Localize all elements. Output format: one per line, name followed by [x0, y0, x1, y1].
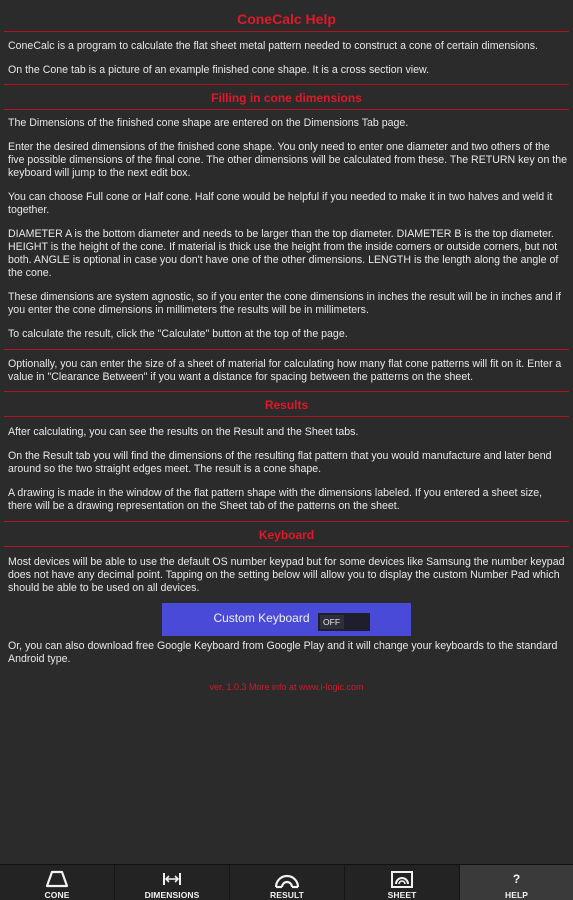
filling-paragraph-4: DIAMETER A is the bottom diameter and needs to be larger than the top diameter. DIAMETER B is the top diameter. HEIGHT is the height of the cone. If material is thick use the height from the inside corners or outside corners, but not both. ANGLE is optional in case you don't have one of the other dimensions. LENGTH is the length along the angle of the cone. — [8, 228, 559, 279]
intro-paragraph-2: On the Cone tab is a picture of an example finished cone shape. It is a cross section view. — [8, 64, 430, 76]
results-section-title: Results — [264, 398, 309, 412]
dimensions-icon — [161, 868, 183, 890]
help-icon: ? — [512, 872, 521, 886]
version-info: ver. 1.0.3 More info at www.i-logic.com — [209, 682, 364, 692]
section-divider — [4, 546, 569, 547]
filling-paragraph-3: You can choose Full cone or Half cone. Half cone would be helpful if you needed to make it in two halves and weld it together. — [8, 191, 553, 216]
keyboard-section-title: Keyboard — [258, 528, 315, 542]
title-divider — [4, 31, 569, 32]
bottom-tab-bar — [0, 864, 573, 900]
keyboard-after-paragraph: Or, you can also download free Google Keyboard from Google Play and it will change your keyboards to the standard Android type. — [8, 640, 558, 665]
intro-paragraph-1: ConeCalc is a program to calculate the flat sheet metal pattern needed to construct a cone of certain dimensions. — [8, 40, 538, 52]
result-icon — [273, 868, 301, 890]
filling-paragraph-5: These dimensions are system agnostic, so if you enter the cone dimensions in inches the result will be in inches and if you enter the cone dimensions in millimeters the results will be in millimeters. — [8, 291, 561, 316]
custom-keyboard-row — [0, 603, 573, 636]
filling-paragraph-6: To calculate the result, click the "Calculate" button at the top of the page. — [8, 328, 348, 340]
filling-paragraph-1: The Dimensions of the finished cone shape are entered on the Dimensions Tab page. — [8, 117, 409, 129]
filling-paragraph-2: Enter the desired dimensions of the finished cone shape. You only need to enter one diameter and two others of the five possible dimensions of the final cone. The other dimensions will be calculated from these. The RETURN key on the keyboard will jump to the next edit box. — [8, 141, 568, 179]
tab-cone[interactable] — [0, 865, 115, 900]
cone-icon — [44, 868, 70, 890]
tab-label: CONE — [44, 890, 70, 900]
results-paragraph-3: A drawing is made in the window of the flat pattern shape with the dimensions labeled. If you entered a sheet size, there will be a drawing representation on the Sheet tab of the patterns on the sheet. — [8, 487, 543, 512]
tab-label: HELP — [504, 890, 529, 900]
section-divider — [4, 109, 569, 110]
results-paragraph-1: After calculating, you can see the results on the Result and the Sheet tabs. — [8, 426, 359, 438]
sheet-icon — [389, 868, 415, 890]
results-paragraph-2: On the Result tab you will find the dimensions of the resulting flat pattern that you would manufacture and later bend around so the two straight edges meet. The result is a cone shape. — [8, 450, 552, 475]
section-divider — [4, 349, 569, 350]
tab-label: RESULT — [270, 890, 304, 900]
tab-help[interactable] — [460, 865, 573, 900]
custom-keyboard-toggle[interactable] — [318, 613, 370, 631]
filling-section-title: Filling in cone dimensions — [211, 91, 362, 105]
tab-sheet[interactable] — [345, 865, 460, 900]
tab-label: SHEET — [387, 890, 417, 900]
page-title: ConeCalc Help — [237, 11, 336, 27]
custom-keyboard-setting[interactable] — [162, 603, 411, 636]
tab-dimensions[interactable] — [115, 865, 230, 900]
sheet-note-paragraph: Optionally, you can enter the size of a sheet of material for calculating how many flat cone patterns will fit on it. Enter a value in "Clearance Between" if you want a distance for spacing between the patterns on the sheet. — [8, 358, 562, 383]
tab-result[interactable] — [230, 865, 345, 900]
keyboard-paragraph: Most devices will be able to use the default OS number keypad but for some devices like Samsung the number keypad does not have any decimal point. Tapping on the setting below will allow you to display the custom Number Pad which should be able to be used on all devices. — [8, 556, 565, 594]
custom-keyboard-label: Custom Keyboard — [213, 610, 310, 625]
tab-label: DIMENSIONS — [144, 890, 200, 900]
custom-keyboard-toggle-state: OFF — [320, 615, 344, 629]
section-divider — [4, 416, 569, 417]
